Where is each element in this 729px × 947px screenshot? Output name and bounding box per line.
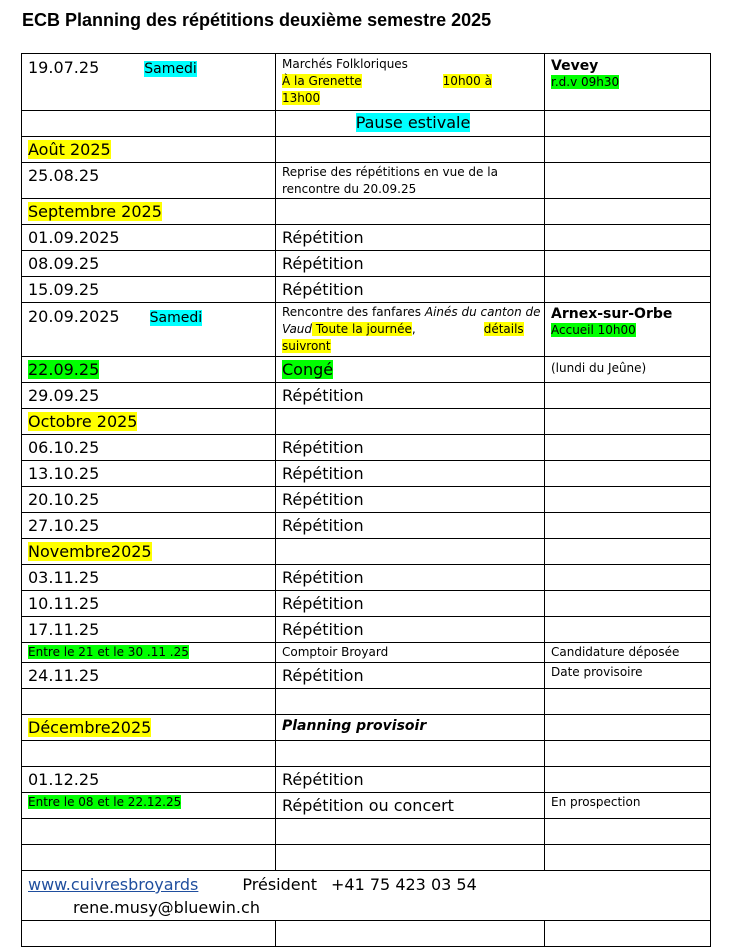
date-cell [22,663,276,689]
event-text: Marchés Folkloriques [282,57,408,71]
date-text: 25.08.25 [28,166,100,185]
month-heading: Décembre2025 [28,718,152,737]
month-cell [22,539,276,565]
phone-number: +41 75 423 03 54 [331,875,477,894]
event-text-italic: Vaud [282,322,313,336]
table-row [22,715,711,741]
note-cell [545,793,711,819]
table-row [22,617,711,643]
event-text: Répétition [282,464,364,483]
date-text: 17.11.25 [28,620,100,639]
table-row [22,741,711,767]
event-text: Répétition [282,228,364,247]
date-text: 19.07.25 [28,58,100,77]
date-cell [22,643,276,663]
event-cell [276,715,545,741]
table-row [22,793,711,819]
place-cell [545,303,711,357]
table-row [22,643,711,663]
event-text: Répétition [282,490,364,509]
note-cell [545,663,711,689]
event-cell [276,277,545,303]
schedule-table [21,53,711,947]
event-cell [276,565,545,591]
event-text: Planning provisoir [282,718,427,734]
event-cell [276,487,545,513]
page-title: ECB Planning des répétitions deuxième semestre 2025 [22,10,492,30]
date-cell [22,251,276,277]
note-text: Date provisoire [551,665,643,679]
event-text-italic: Ainés du canton de [424,305,541,319]
event-cell [276,643,545,663]
event-cell [276,767,545,793]
event-text: Répétition [282,594,364,613]
event-text: Répétition [282,254,364,273]
place-text: Vevey [551,58,599,74]
place-cell [545,54,711,111]
event-text: Répétition [282,770,364,789]
date-text: 10.11.25 [28,594,100,613]
date-text: 20.09.2025 [28,307,120,326]
event-cell [276,793,545,819]
date-cell [22,487,276,513]
date-text: 08.09.25 [28,254,100,273]
date-cell [22,163,276,199]
table-row [22,225,711,251]
date-text: 29.09.25 [28,386,100,405]
table-row [22,845,711,871]
date-text: 13.10.25 [28,464,100,483]
table-row [22,539,711,565]
place-text: Arnex-sur-Orbe [551,306,673,322]
note-text: En prospection [551,795,641,809]
date-text: Entre le 08 et le 22.12.25 [28,795,182,809]
table-row [22,565,711,591]
table-row [22,409,711,435]
month-heading: Octobre 2025 [28,412,138,431]
event-cell [276,303,545,357]
footer-cell [22,871,711,921]
month-heading: Novembre2025 [28,542,152,561]
table-row [22,137,711,163]
table-row [22,663,711,689]
date-text: 15.09.25 [28,280,100,299]
event-cell [276,617,545,643]
date-text: 27.10.25 [28,516,100,535]
table-row [22,591,711,617]
note-text: (lundi du Jeûne) [551,361,647,375]
table-row [22,199,711,225]
date-cell [22,357,276,383]
table-row [22,383,711,409]
date-cell [22,461,276,487]
table-row [22,487,711,513]
event-cell [276,461,545,487]
month-cell [22,199,276,225]
event-cell [276,663,545,689]
website-link[interactable]: www.cuivresbroyards [28,875,199,894]
date-cell [22,617,276,643]
date-cell [22,225,276,251]
event-text: Répétition [282,280,364,299]
month-cell [22,715,276,741]
event-cell [276,513,545,539]
day-badge: Samedi [149,310,203,326]
event-cell [276,357,545,383]
event-cell [276,54,545,111]
event-text: Reprise des répétitions en vue de la [282,165,498,179]
place-note: r.d.v 09h30 [551,75,620,89]
note-cell [545,643,711,663]
place-note: Accueil 10h00 [551,323,636,337]
table-row [22,435,711,461]
month-heading: Septembre 2025 [28,202,162,221]
table-row [22,819,711,845]
date-cell [22,435,276,461]
event-text: Répétition ou concert [282,796,454,815]
date-cell [22,303,276,357]
date-cell [22,513,276,539]
date-text: 03.11.25 [28,568,100,587]
table-row [22,689,711,715]
event-cell [276,435,545,461]
event-text: Congé [282,360,334,379]
date-cell [22,565,276,591]
note-text: Candidature déposée [551,645,680,659]
event-text: Répétition [282,438,364,457]
footer-row [22,871,711,921]
event-cell [276,251,545,277]
month-cell [22,137,276,163]
table-row [22,513,711,539]
event-text: Pause estivale [355,113,471,132]
event-text: Répétition [282,666,364,685]
table-row [22,767,711,793]
event-cell [276,163,545,199]
date-cell [22,54,276,111]
date-text: 01.09.2025 [28,228,120,247]
table-row [22,461,711,487]
event-text: , [411,322,416,336]
event-cell [276,383,545,409]
table-row [22,54,711,111]
president-label: Président [242,875,318,894]
table-row [22,163,711,199]
date-text: 24.11.25 [28,666,100,685]
date-cell [22,591,276,617]
event-cell [276,225,545,251]
email-address: rene.musy@bluewin.ch [73,898,260,917]
table-row [22,357,711,383]
month-heading: Août 2025 [28,140,111,159]
date-text: 22.09.25 [28,360,100,379]
event-time: Toute la journée [312,322,412,336]
month-cell [22,409,276,435]
event-text: Répétition [282,620,364,639]
date-cell [22,767,276,793]
event-text: Rencontre des fanfares [282,305,425,319]
event-text: Répétition [282,386,364,405]
event-cell [276,591,545,617]
event-text: Répétition [282,516,364,535]
event-cell [276,111,545,137]
event-text-highlight: détails [483,322,524,336]
event-time: 10h00 à [442,74,492,88]
event-text-highlight: suivront [282,339,331,353]
table-row [22,277,711,303]
date-cell [22,793,276,819]
event-text: Répétition [282,568,364,587]
event-text: rencontre du 20.09.25 [282,182,417,196]
table-row [22,111,711,137]
date-text: 06.10.25 [28,438,100,457]
date-text: 01.12.25 [28,770,100,789]
note-cell [545,357,711,383]
event-place: À la Grenette [282,74,362,88]
day-badge: Samedi [144,61,197,77]
event-text: Comptoir Broyard [282,645,389,659]
date-text: Entre le 21 et le 30 .11 .25 [28,645,189,659]
date-cell [22,383,276,409]
date-cell [22,277,276,303]
date-text: 20.10.25 [28,490,100,509]
table-row [22,303,711,357]
event-time-end: 13h00 [282,91,321,105]
table-row [22,251,711,277]
